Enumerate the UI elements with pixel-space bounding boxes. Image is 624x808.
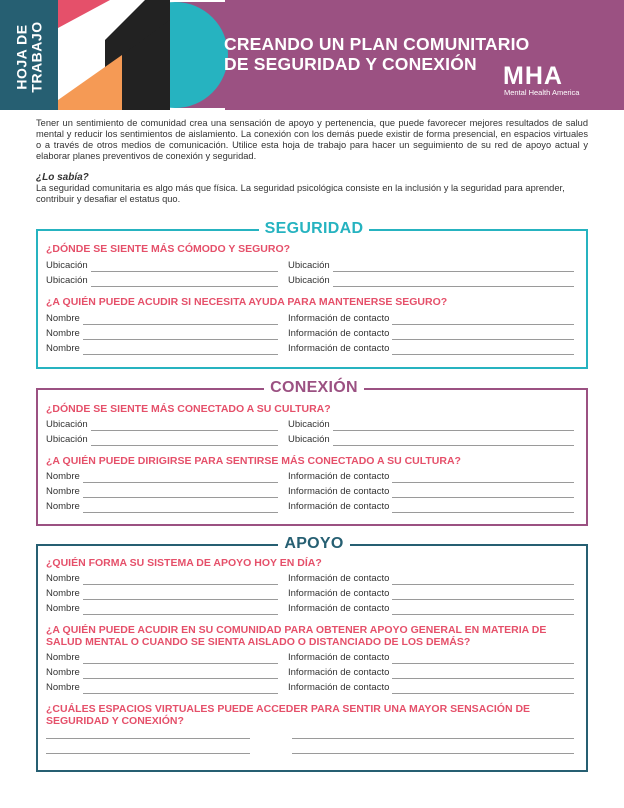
form-row <box>46 275 582 287</box>
field-label: Información de contacto <box>288 652 390 663</box>
name-field[interactable] <box>46 682 278 694</box>
form-row <box>46 419 582 431</box>
question-apoyo-1: ¿QUIÉN FORMA SU SISTEMA DE APOYO HOY EN DÍA? <box>46 557 322 569</box>
answer-line[interactable] <box>91 422 278 431</box>
answer-line[interactable] <box>83 606 278 615</box>
answer-line[interactable] <box>83 504 278 513</box>
answer-line[interactable] <box>46 738 250 739</box>
question-apoyo-2 <box>46 625 582 648</box>
field-label: Ubicación <box>46 434 88 445</box>
form-row <box>46 682 582 694</box>
answer-line[interactable] <box>91 437 278 446</box>
field-label: Nombre <box>46 573 80 584</box>
answer-line[interactable] <box>333 422 574 431</box>
field-label: Nombre <box>46 652 80 663</box>
field-label: Nombre <box>46 588 80 599</box>
contact-field[interactable] <box>288 667 574 679</box>
contact-field[interactable] <box>288 682 574 694</box>
section-seguridad-header <box>38 219 590 239</box>
section-apoyo <box>36 535 588 772</box>
name-field[interactable] <box>46 313 278 325</box>
form-row <box>46 652 582 664</box>
did-you-know <box>36 172 588 205</box>
question-conexion-1: ¿DÓNDE SE SIENTE MÁS CONECTADO A SU CULTURA? <box>46 403 331 415</box>
section-conexion <box>36 379 588 526</box>
question-apoyo-3-line1: ¿CUÁLES ESPACIOS VIRTUALES PUEDE ACCEDER PARA SENTIR UNA MAYOR SENSACIÓN DE <box>46 703 531 715</box>
field-label: Ubicación <box>288 260 330 271</box>
location-field[interactable] <box>288 275 574 287</box>
side-label-line1: HOJA DE <box>14 24 31 90</box>
field-label: Información de contacto <box>288 573 390 584</box>
answer-line[interactable] <box>83 474 278 483</box>
location-field[interactable] <box>288 434 574 446</box>
contact-field[interactable] <box>288 328 574 340</box>
form-row <box>46 343 582 355</box>
field-label: Información de contacto <box>288 486 390 497</box>
title-line1: CREANDO UN PLAN COMUNITARIO <box>224 34 530 54</box>
worksheet-header <box>0 0 624 110</box>
location-field[interactable] <box>288 260 574 272</box>
answer-line[interactable] <box>333 263 574 272</box>
answer-line[interactable] <box>91 263 278 272</box>
question-apoyo-3-line2: SEGURIDAD Y CONEXIÓN? <box>46 714 184 727</box>
field-label: Información de contacto <box>288 667 390 678</box>
answer-line[interactable] <box>392 685 574 694</box>
form-row <box>46 471 582 483</box>
did-you-know-title: ¿Lo sabía? <box>36 172 89 183</box>
name-field[interactable] <box>46 471 278 483</box>
question-apoyo-3 <box>46 704 582 727</box>
field-label: Información de contacto <box>288 313 390 324</box>
field-label: Ubicación <box>46 275 88 286</box>
contact-field[interactable] <box>288 652 574 664</box>
location-field[interactable] <box>46 419 278 431</box>
intro-paragraph: Tener un sentimiento de comunidad crea una sensación de apoyo y pertenencia, que puede favorecer mejores resultados de salud mental y reducir los sentimientos de aislamiento. La conexión con los demás puede existir de forma presencial, en espacios virtuales o a través de otros medios de comunicación. Utilice esta hoja de trabajo para hacer un seguimiento de su red de apoyo actual y elaborar planes preventivos de conexión y seguridad. <box>36 118 588 161</box>
answer-line[interactable] <box>83 316 278 325</box>
name-field[interactable] <box>46 588 278 600</box>
name-field[interactable] <box>46 501 278 513</box>
field-label: Nombre <box>46 486 80 497</box>
field-label: Información de contacto <box>288 343 390 354</box>
logo-subtext: Mental Health America <box>504 88 580 97</box>
field-label: Ubicación <box>46 260 88 271</box>
question-seguridad-2: ¿A QUIÉN PUEDE ACUDIR SI NECESITA AYUDA PARA MANTENERSE SEGURO? <box>46 296 448 308</box>
name-field[interactable] <box>46 328 278 340</box>
answer-line[interactable] <box>392 316 574 325</box>
field-label: Información de contacto <box>288 471 390 482</box>
section-conexion-title: CONEXIÓN <box>264 378 364 398</box>
answer-line[interactable] <box>392 331 574 340</box>
did-you-know-text: La seguridad comunitaria es algo más que física. La seguridad psicológica consiste en la inclusión y la seguridad para aprender, contribuir y desafiar el estatus quo. <box>36 183 565 204</box>
contact-field[interactable] <box>288 501 574 513</box>
location-field[interactable] <box>46 434 278 446</box>
name-field[interactable] <box>46 667 278 679</box>
form-row <box>46 486 582 498</box>
field-label: Nombre <box>46 343 80 354</box>
field-label: Nombre <box>46 603 80 614</box>
name-field[interactable] <box>46 486 278 498</box>
answer-line[interactable] <box>292 738 574 739</box>
answer-line[interactable] <box>392 474 574 483</box>
answer-line[interactable] <box>83 331 278 340</box>
answer-line[interactable] <box>333 278 574 287</box>
answer-line[interactable] <box>83 346 278 355</box>
location-field[interactable] <box>288 419 574 431</box>
answer-line[interactable] <box>83 685 278 694</box>
form-row <box>46 434 582 446</box>
contact-field[interactable] <box>288 603 574 615</box>
answer-line[interactable] <box>83 670 278 679</box>
field-label: Ubicación <box>288 275 330 286</box>
section-apoyo-title: APOYO <box>278 534 349 554</box>
question-apoyo-2-line1: ¿A QUIÉN PUEDE ACUDIR EN SU COMUNIDAD PARA OBTENER APOYO GENERAL EN MATERIA DE <box>46 624 547 636</box>
page-title <box>224 34 529 74</box>
answer-line[interactable] <box>392 346 574 355</box>
answer-line[interactable] <box>83 576 278 585</box>
title-line2: DE SEGURIDAD Y CONEXIÓN <box>224 54 477 74</box>
location-field[interactable] <box>46 260 278 272</box>
answer-line[interactable] <box>392 670 574 679</box>
answer-line[interactable] <box>83 655 278 664</box>
answer-line[interactable] <box>392 489 574 498</box>
field-label: Información de contacto <box>288 588 390 599</box>
form-row <box>46 603 582 615</box>
field-label: Ubicación <box>288 434 330 445</box>
field-label: Nombre <box>46 313 80 324</box>
field-label: Nombre <box>46 501 80 512</box>
section-apoyo-header <box>38 534 590 554</box>
question-conexion-2: ¿A QUIÉN PUEDE DIRIGIRSE PARA SENTIRSE MÁS CONECTADO A SU CULTURA? <box>46 455 461 467</box>
answer-line[interactable] <box>46 753 250 754</box>
name-field[interactable] <box>46 652 278 664</box>
name-field[interactable] <box>46 343 278 355</box>
form-row <box>46 328 582 340</box>
field-label: Nombre <box>46 682 80 693</box>
form-row <box>46 588 582 600</box>
logo-letters: MHA <box>503 62 563 90</box>
answer-line[interactable] <box>392 504 574 513</box>
mha-logo <box>503 62 595 100</box>
field-label: Información de contacto <box>288 328 390 339</box>
contact-field[interactable] <box>288 313 574 325</box>
field-label: Ubicación <box>46 419 88 430</box>
contact-field[interactable] <box>288 573 574 585</box>
answer-line[interactable] <box>83 489 278 498</box>
answer-line[interactable] <box>83 591 278 600</box>
section-seguridad-title: SEGURIDAD <box>259 219 370 239</box>
answer-line[interactable] <box>392 591 574 600</box>
section-seguridad <box>36 220 588 369</box>
name-field[interactable] <box>46 603 278 615</box>
field-label: Nombre <box>46 328 80 339</box>
contact-field[interactable] <box>288 486 574 498</box>
field-label: Información de contacto <box>288 682 390 693</box>
side-label-line2: TRABAJO <box>29 21 46 93</box>
form-row <box>46 501 582 513</box>
answer-line[interactable] <box>91 278 278 287</box>
field-label: Nombre <box>46 471 80 482</box>
field-label: Información de contacto <box>288 603 390 614</box>
answer-line[interactable] <box>333 437 574 446</box>
answer-line[interactable] <box>392 576 574 585</box>
form-row <box>46 573 582 585</box>
name-field[interactable] <box>46 573 278 585</box>
question-apoyo-2-line2: SALUD MENTAL O CUANDO SE SIENTA AISLADO O DISTANCIADO DE LOS DEMÁS? <box>46 635 471 648</box>
section-conexion-header <box>38 378 590 398</box>
form-row <box>46 667 582 679</box>
field-label: Nombre <box>46 667 80 678</box>
contact-field[interactable] <box>288 588 574 600</box>
answer-line[interactable] <box>292 753 574 754</box>
field-label: Ubicación <box>288 419 330 430</box>
answer-line[interactable] <box>392 606 574 615</box>
contact-field[interactable] <box>288 471 574 483</box>
form-row <box>46 313 582 325</box>
form-row <box>46 260 582 272</box>
worksheet-side-label <box>2 4 58 110</box>
contact-field[interactable] <box>288 343 574 355</box>
field-label: Información de contacto <box>288 501 390 512</box>
question-seguridad-1: ¿DÓNDE SE SIENTE MÁS CÓMODO Y SEGURO? <box>46 243 291 255</box>
answer-line[interactable] <box>392 655 574 664</box>
location-field[interactable] <box>46 275 278 287</box>
